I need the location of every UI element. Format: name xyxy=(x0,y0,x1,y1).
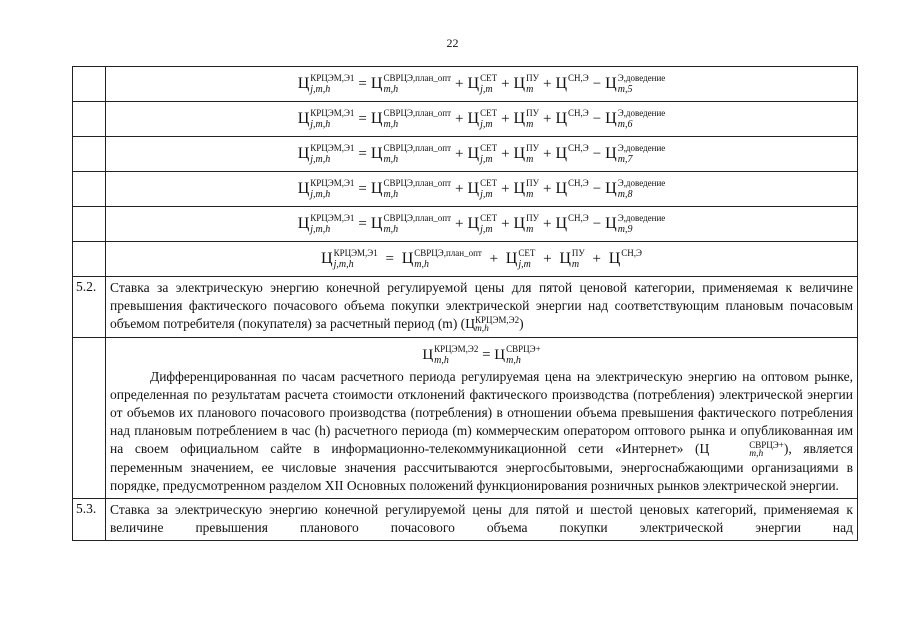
row-number-cell xyxy=(73,137,106,172)
formula: Ц КРЦЭМ,Э1 j,m,h = Ц СВРЦЭ,план_опт m,h + Ц СЕТ j,m + Ц ПУ m + Ц СН,Э − Ц Э,доведение m,8 xyxy=(297,178,666,201)
formula: Ц КРЦЭМ,Э1 j,m,h = Ц СВРЦЭ,план_опт m,h + Ц СЕТ j,m + Ц ПУ m + Ц СН,Э − Ц Э,доведение m,9 xyxy=(297,213,666,236)
section-5-2-body-row xyxy=(73,338,858,499)
formula-row xyxy=(73,172,858,207)
section-5-2-formula: Ц КРЦЭМ,Э2 m,h = Ц СВРЦЭ+ m,h xyxy=(422,344,541,367)
formula-row xyxy=(73,67,858,102)
price-table xyxy=(72,66,858,541)
section-5-2-paragraph: Дифференцированная по часам расчетного периода регулируемая цена на электрическую энергию на оптовом рынке, определенная по результатам расчета стоимости отклонений фактического производства (потребления) электрической энергии от объемов их планового почасового производства (потребления) в отношении объема превышения фактического потребления над плановым потреблением в час (h) расчетного периода (m) коммерческим оператором оптового рынка и опубликованная им на своем официальном сайте в информационно-телекоммуникационной сети «Интернет» (Ц СВРЦЭ+ m,h ), является переменным значением, ее числовые значения рассчитываются энергосбытовыми, энергоснабжающими организациями в порядке, предусмотренном разделом XII Основных положений функционирования розничных рынков электрической энергии. xyxy=(110,369,853,494)
page-number: 22 xyxy=(446,36,459,50)
section-number: 5.2. xyxy=(73,277,106,338)
section-5-3-row xyxy=(73,499,858,541)
row-number-cell xyxy=(73,172,106,207)
formula-final: Ц КРЦЭМ,Э1 j,m,h = Ц СВРЦЭ,план_опт m,h + Ц СЕТ j,m + Ц ПУ m + Ц СН,Э xyxy=(321,248,642,271)
formula-row-final xyxy=(73,242,858,277)
formula: Ц КРЦЭМ,Э1 j,m,h = Ц СВРЦЭ,план_опт m,h + Ц СЕТ j,m + Ц ПУ m + Ц СН,Э − Ц Э,доведение m,6 xyxy=(297,108,666,131)
row-number-cell xyxy=(73,242,106,277)
section-number: 5.3. xyxy=(73,499,106,541)
formula: Ц КРЦЭМ,Э1 j,m,h = Ц СВРЦЭ,план_опт m,h + Ц СЕТ j,m + Ц ПУ m + Ц СН,Э − Ц Э,доведение m,5 xyxy=(297,73,666,96)
row-number-cell xyxy=(73,102,106,137)
formula: Ц КРЦЭМ,Э1 j,m,h = Ц СВРЦЭ,план_опт m,h + Ц СЕТ j,m + Ц ПУ m + Ц СН,Э − Ц Э,доведение m,7 xyxy=(297,143,666,166)
section-5-3-text: Ставка за электрическую энергию конечной регулируемой цены для пятой и шестой ценовых категорий, применяемая к величине превышения планового почасового объема покупки электрической энергии над xyxy=(110,502,853,536)
formula-row xyxy=(73,102,858,137)
formula-row xyxy=(73,137,858,172)
row-number-cell xyxy=(73,67,106,102)
row-number-cell xyxy=(73,207,106,242)
formula-row xyxy=(73,207,858,242)
section-5-2-heading: Ставка за электрическую энергию конечной регулируемой цены для пятой ценовой категории, применяемая к величине превышения фактического почасового объема покупки электрической энергии над соответствующим плановым почасовым объемом потребителя (покупателя) за расчетный период (m) (Ц КРЦЭМ,Э2 m,h ) xyxy=(110,280,853,334)
section-5-2-heading-row xyxy=(73,277,858,338)
